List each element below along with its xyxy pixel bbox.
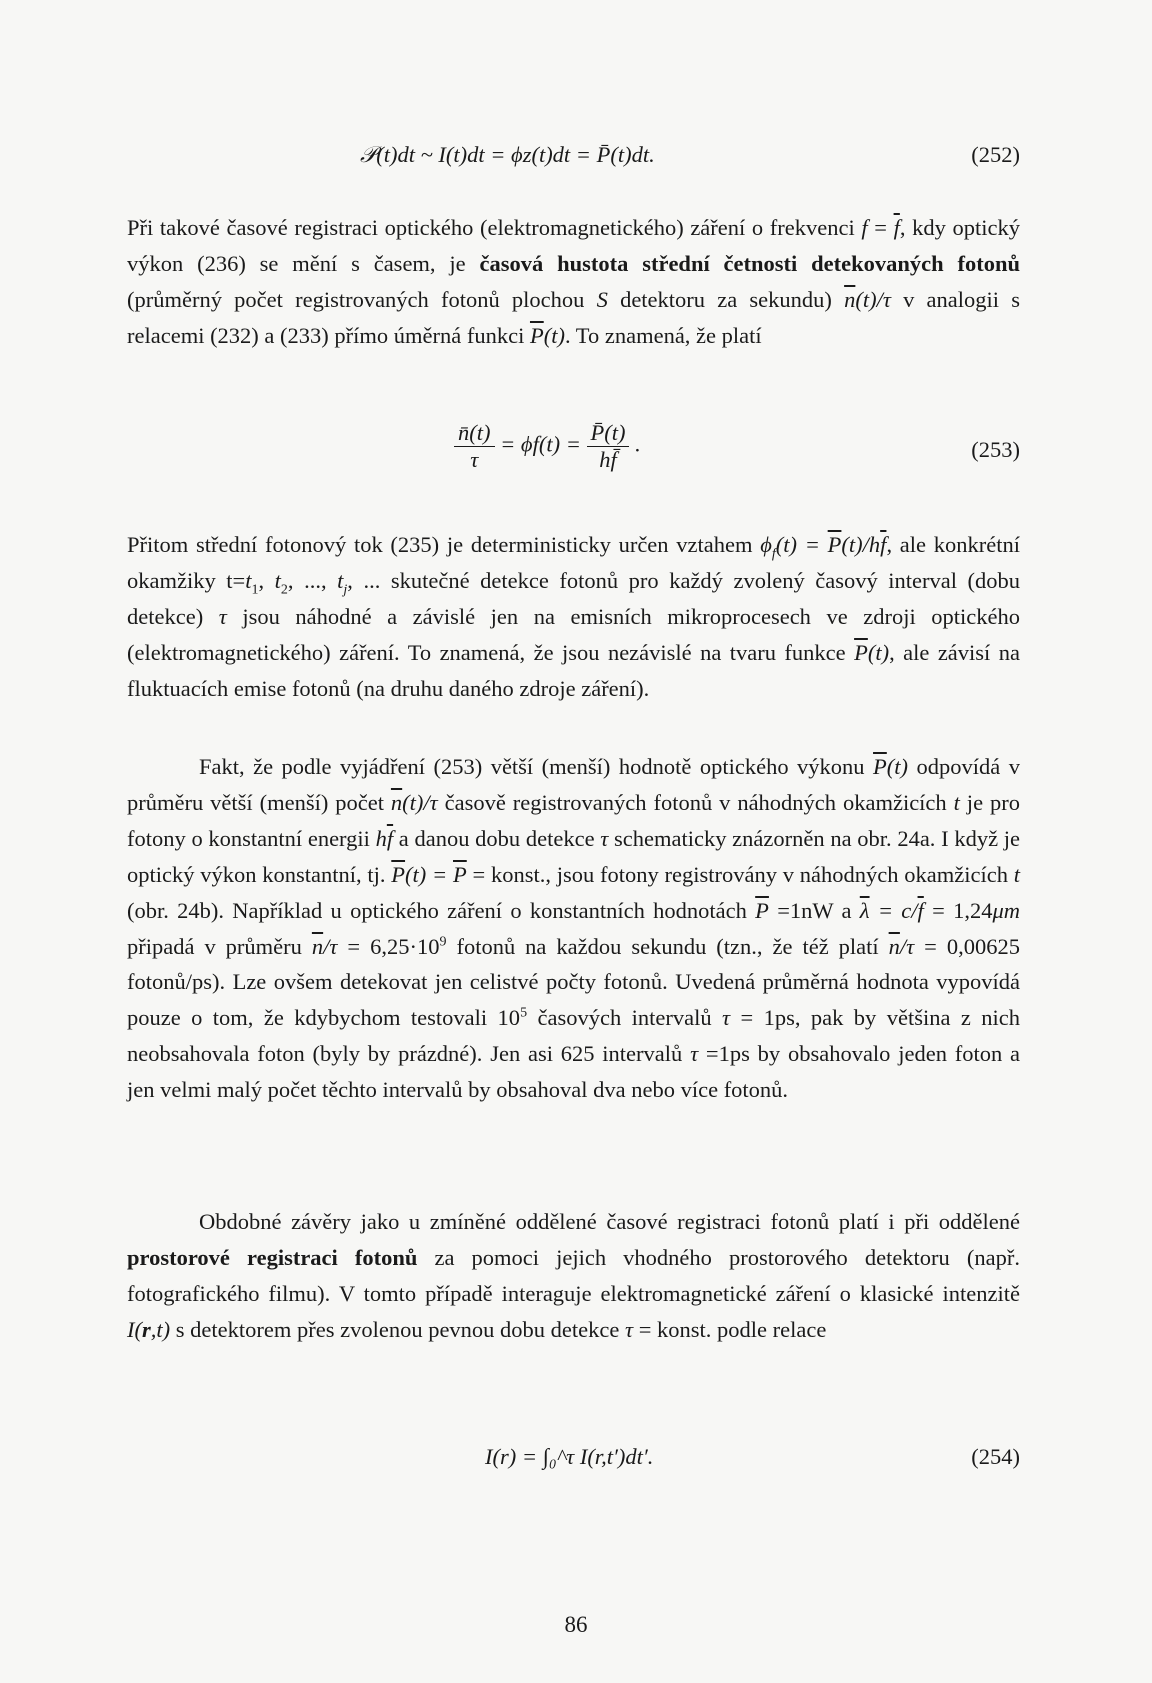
equation-254 — [485, 1444, 653, 1470]
equation-253-lhs — [454, 420, 495, 473]
lhs-denominator: τ — [470, 447, 479, 472]
equation-254-body: I(r) = ∫₀^τ I(r,t′)dt′. — [485, 1444, 654, 1469]
rhs-numerator: P̄(t) — [587, 420, 630, 447]
rhs-denominator: hf̄ — [599, 447, 617, 472]
equation-number-254: (254) — [971, 1444, 1020, 1469]
lhs-numerator: n̄(t) — [454, 420, 495, 447]
equation-number-253: (253) — [971, 437, 1020, 462]
equation-number-252: (252) — [971, 142, 1020, 167]
equation-253-rhs — [587, 420, 630, 473]
paragraph-4: Obdobné závěry jako u zmíněné oddělené časové registraci fotonů platí i při oddělené prostorové registraci fotonů za pomoci jejich vhodného prostorového detektoru (např. fotografického filmu). V tomto případě interaguje elektromagnetické záření o klasické intenzitě I(r,t) s detektorem přes zvolenou pevnou dobu detekce τ = konst. podle relace — [127, 1209, 1020, 1342]
equation-252 — [360, 142, 655, 168]
page-number: 86 — [564, 1612, 588, 1637]
equation-253-end: . — [635, 431, 641, 457]
paragraph-2: Přitom střední fotonový tok (235) je deterministicky určen vztahem $\phi_f(t) = \overline{P}(t)/h\overline{f}$, ale konkrétní okamžiky $t=t_1$, $t_2$, ..., $t_j$, ... skutečné detekce fotonů pro každý zvolený časový interval (dobu detekce) τ jsou náhodné a závislé jen na emisních mikroprocesech ve zdroji optického (elektromagnetického) záření. To znamená, že jsou nezávislé na tvaru funkce $\overline{P}(t)$, ale závisí na fluktuacích emise fotonů (na druhu daného zdroje záření). — [127, 532, 1021, 701]
equation-252-body: 𝒫(t)dt ~ I(t)dt = ϕz(t)dt = P̄(t)dt. — [360, 142, 655, 167]
paragraph-3: Fakt, že podle vyjádření (253) větší (menší) hodnotě optického výkonu $\overline{P}(t)$ odpovídá v průměru větší (menší) počet $\overline{n}(t)/\tau$ časově registrovaných fotonů v náhodných okamžicích t je pro fotony o konstantní energii $h\overline{f}$ a danou dobu detekce τ schematicky znázorněn na obr. 24a. I když je optický výkon konstantní, tj. $\overline{P}(t) = \overline{P}$ = konst., jsou fotony registrovány v náhodných okamžicích t (obr. 24b). Například u optického záření o konstantních hodnotách $\overline{P} =1nW$ a $\overline{\lambda} = c/\overline{f} = 1,24\mu m$ připadá v průměru $\overline{n}/\tau = 6,25\cdot 10^9$ fotonů na každou sekundu (tzn., že též platí $\overline{n}/\tau = 0,00625$ fotonů/ps). Lze ovšem detekovat jen celistvé počty fotonů. Uvedená průměrná hodnota vypovídá pouze o tom, že kdybychom testovali $10^5$ časových intervalů τ = 1ps, pak by většina z nich neobsahovala foton (byly by prázdné). Jen asi 625 intervalů τ =1ps by obsahovalo jeden foton a jen velmi malý počet těchto intervalů by obsahoval dva nebo více fotonů. — [127, 754, 1021, 1103]
equation-253-mid: = ϕf(t) = — [500, 431, 581, 457]
paragraph-1: Při takové časové registraci optického (elektromagnetického) záření o frekvenci $f = \overline{f}$, kdy optický výkon (236) se mění s časem, je časová hustota střední četnosti detekovaných fotonů (průměrný počet registrovaných fotonů plochou S detektoru za sekundu) $\overline{n}(t)/\tau$ v analogii s relacemi (232) a (233) přímo úměrná funkci $\overline{P}(t)$. To znamená, že platí — [127, 215, 1020, 348]
equation-253 — [454, 420, 641, 473]
